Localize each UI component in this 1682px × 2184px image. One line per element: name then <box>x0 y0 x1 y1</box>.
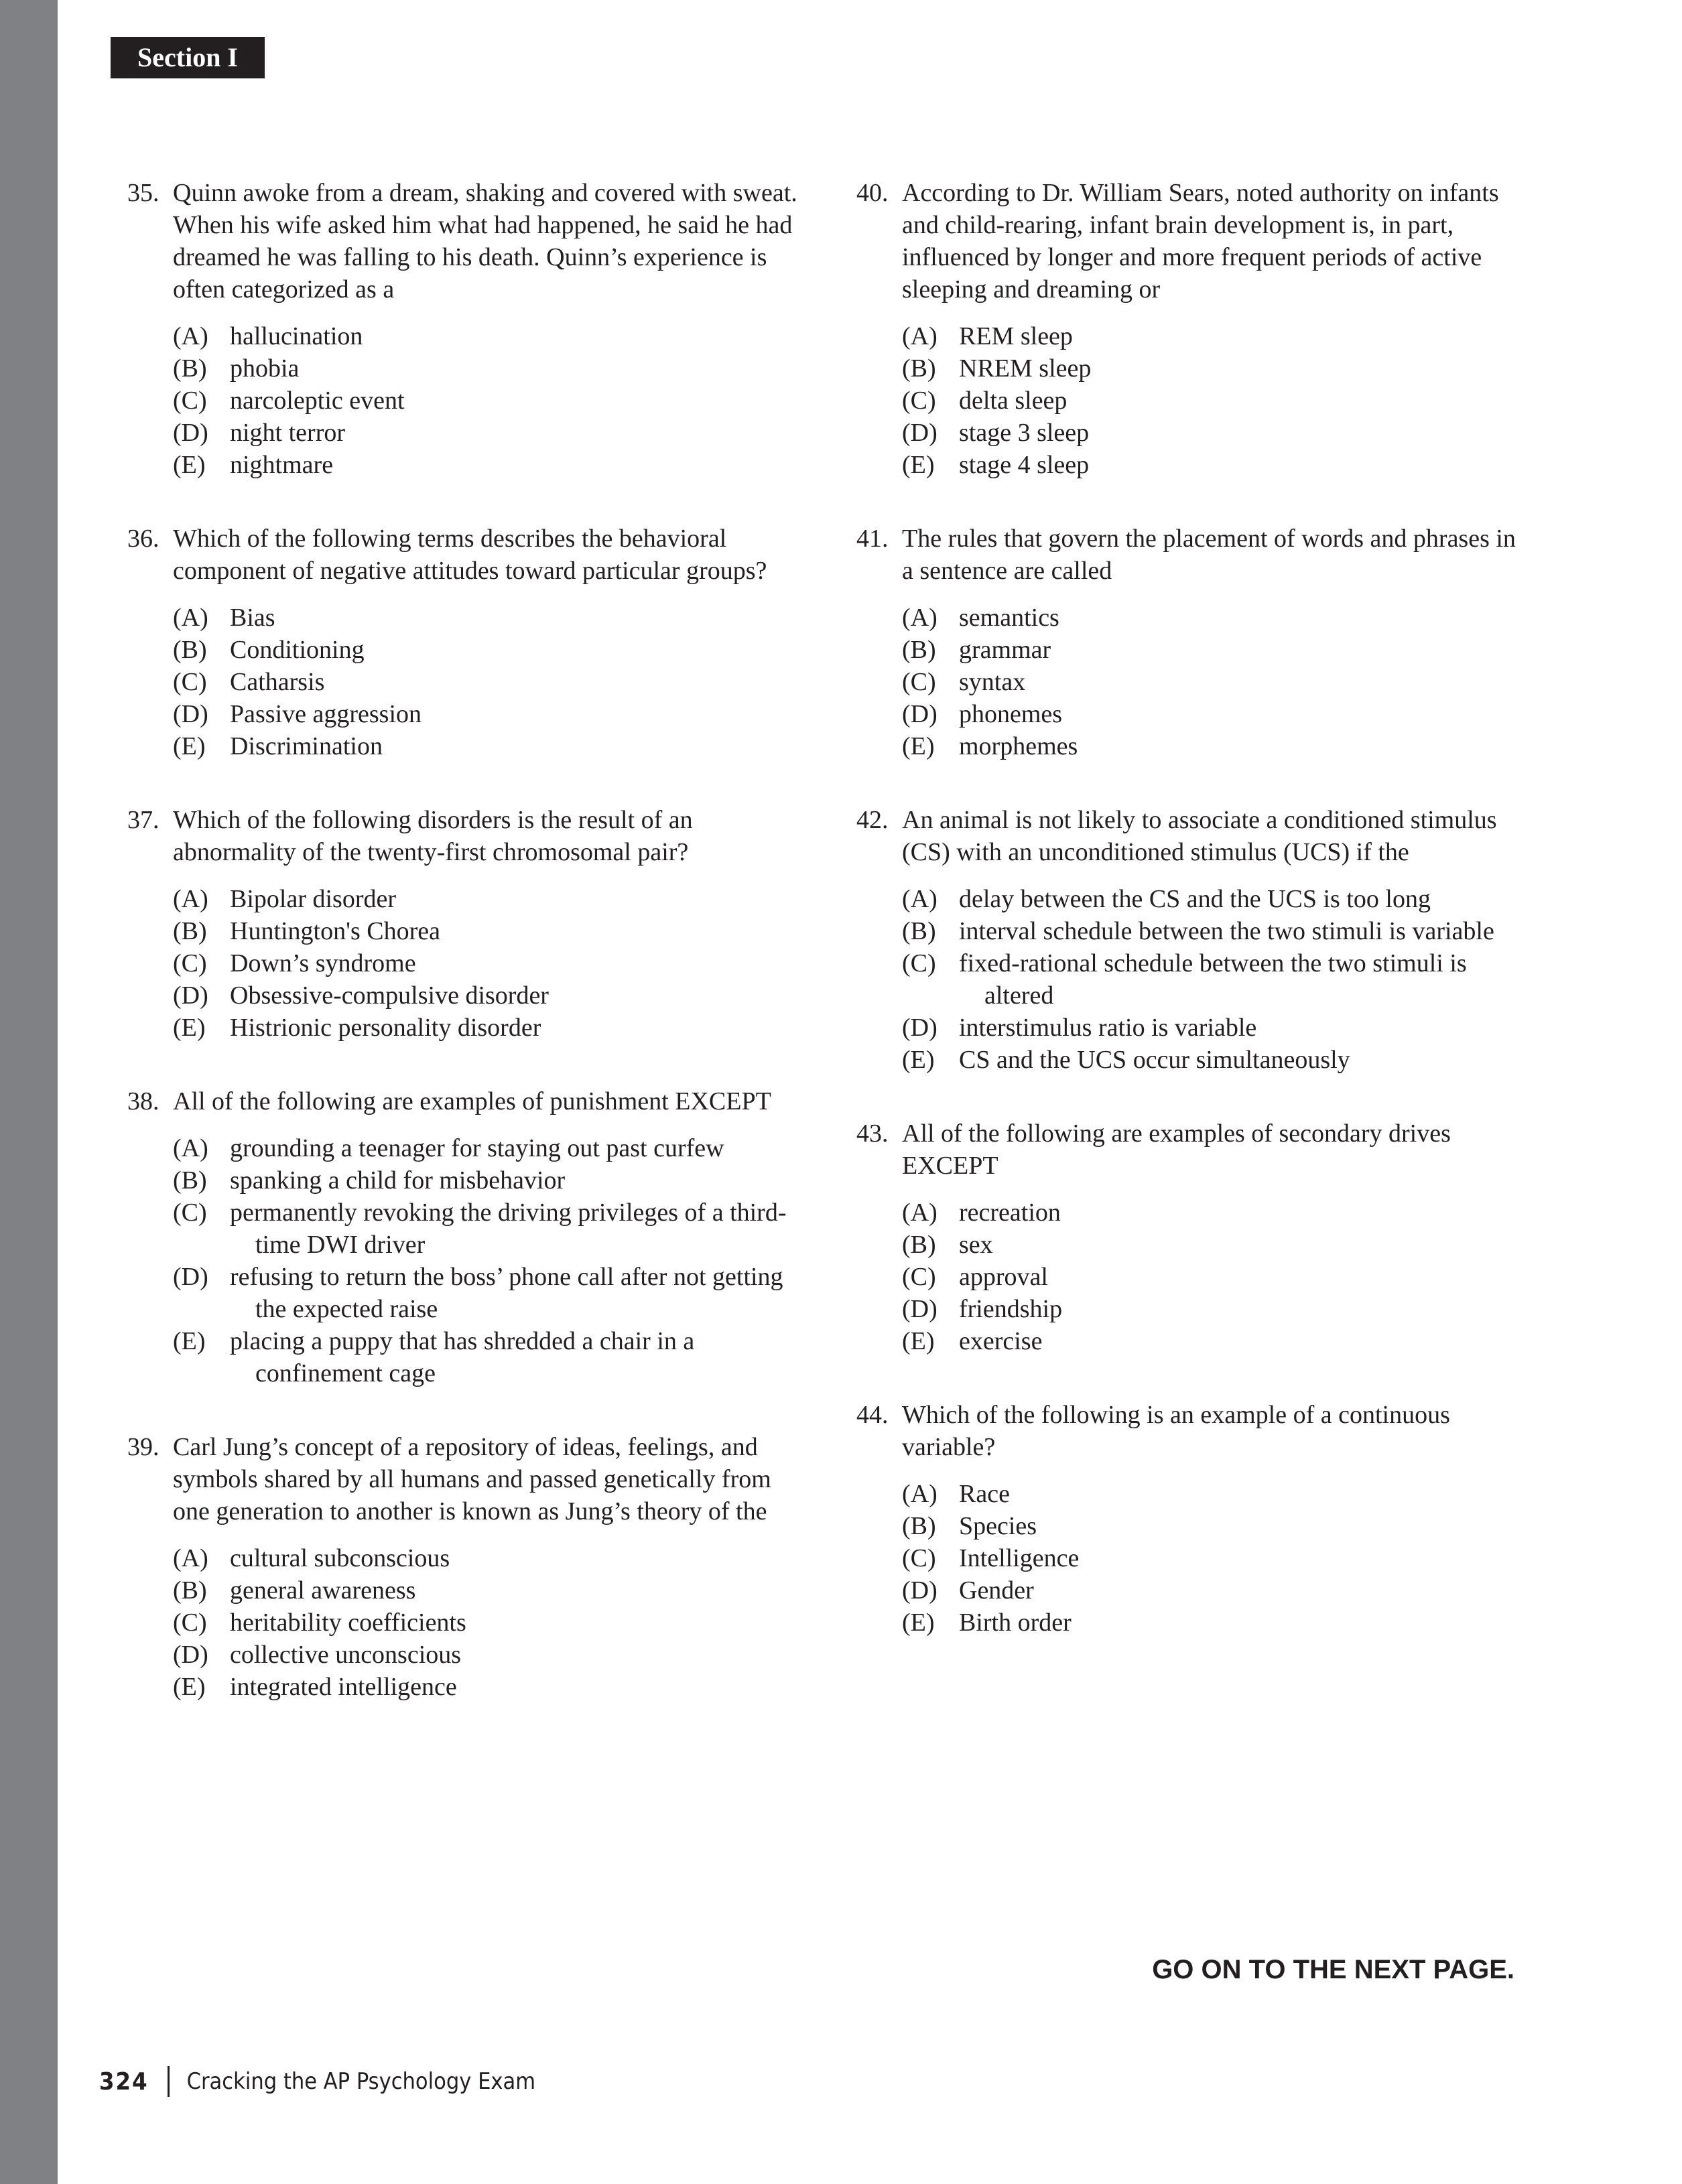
answer-choices <box>902 602 1533 762</box>
choice-letter: (B) <box>902 917 936 945</box>
answer-choice <box>173 1012 804 1044</box>
answer-choice <box>173 1542 804 1574</box>
question-number: 39. <box>127 1433 159 1461</box>
choice-text: Passive aggression <box>230 700 422 728</box>
question-block <box>127 1431 804 1703</box>
answer-choice <box>173 634 804 666</box>
choice-text: delay between the CS and the UCS is too long <box>959 885 1431 913</box>
question-number: 44. <box>856 1401 889 1429</box>
choice-letter: (E) <box>173 1327 206 1355</box>
choice-letter: (C) <box>902 387 936 415</box>
answer-choice <box>902 1607 1533 1639</box>
choice-letter: (A) <box>902 1199 937 1227</box>
question-text: Which of the following is an example of a continuous variable? <box>902 1401 1450 1461</box>
choice-text: exercise <box>959 1327 1043 1355</box>
choice-text: syntax <box>959 668 1026 696</box>
question-stem <box>856 177 1533 305</box>
choice-text: integrated intelligence <box>230 1673 457 1701</box>
choice-letter: (C) <box>173 387 207 415</box>
choice-text: friendship <box>959 1295 1063 1323</box>
choice-text: phonemes <box>959 700 1063 728</box>
answer-choice <box>173 1574 804 1607</box>
go-on-next-page: GO ON TO THE NEXT PAGE. <box>1152 1955 1514 1984</box>
choice-text: heritability coefficients <box>230 1609 466 1637</box>
answer-choice <box>902 352 1533 385</box>
question-number: 42. <box>856 806 889 834</box>
choice-letter: (B) <box>902 1512 936 1540</box>
choice-text: Bipolar disorder <box>230 885 397 913</box>
choice-text: fixed-rational schedule between the two stimuli is altered <box>959 949 1467 1010</box>
answer-choice <box>173 385 804 417</box>
answer-choices <box>902 1478 1533 1639</box>
answer-choice <box>902 1510 1533 1542</box>
answer-choice <box>902 1229 1533 1261</box>
answer-choice <box>902 634 1533 666</box>
choice-text: morphemes <box>959 732 1078 760</box>
choice-text: Down’s syndrome <box>230 949 416 977</box>
question-text: The rules that govern the placement of words and phrases in a sentence are called <box>902 525 1516 585</box>
choice-text: NREM sleep <box>959 354 1092 383</box>
question-text: According to Dr. William Sears, noted authority on infants and child-rearing, infant brain development is, in part, influenced by longer and more frequent periods of active sleeping and dreaming or <box>902 179 1499 303</box>
choice-letter: (A) <box>902 1480 937 1508</box>
answer-choice <box>173 1132 804 1164</box>
choice-letter: (C) <box>902 1544 936 1572</box>
choice-letter: (D) <box>902 1014 937 1042</box>
question-block <box>127 1085 804 1389</box>
choice-letter: (A) <box>902 604 937 632</box>
answer-choice <box>173 979 804 1012</box>
answer-choice <box>173 1671 804 1703</box>
question-block <box>856 804 1533 1076</box>
choice-letter: (B) <box>173 917 207 945</box>
choice-text: night terror <box>230 419 346 447</box>
choice-letter: (B) <box>173 636 207 664</box>
choice-letter: (A) <box>173 1134 208 1162</box>
answer-choices <box>173 1132 804 1389</box>
question-number: 36. <box>127 525 159 553</box>
choice-letter: (D) <box>902 1576 937 1605</box>
question-text: All of the following are examples of secondary drives EXCEPT <box>902 1119 1451 1180</box>
choice-text: REM sleep <box>959 322 1073 350</box>
choice-letter: (E) <box>173 451 206 479</box>
question-text: An animal is not likely to associate a conditioned stimulus (CS) with an unconditioned stimulus (UCS) if the <box>902 806 1497 866</box>
answer-choice <box>902 730 1533 762</box>
choice-letter: (D) <box>173 1263 208 1291</box>
choice-letter: (D) <box>902 419 937 447</box>
choice-letter: (B) <box>902 1231 936 1259</box>
question-block <box>127 523 804 762</box>
choice-text: permanently revoking the driving privileges of a third-time DWI driver <box>230 1199 787 1259</box>
choice-text: Catharsis <box>230 668 325 696</box>
book-title: Cracking the AP Psychology Exam <box>186 2068 536 2095</box>
choice-text: Discrimination <box>230 732 383 760</box>
answer-choices <box>173 320 804 481</box>
choice-letter: (C) <box>173 1199 207 1227</box>
choice-text: nightmare <box>230 451 334 479</box>
choice-letter: (C) <box>173 668 207 696</box>
question-text: Which of the following terms describes the behavioral component of negative attitudes toward particular groups? <box>173 525 767 585</box>
answer-choice <box>173 883 804 915</box>
answer-choice <box>902 883 1533 915</box>
choice-letter: (A) <box>902 885 937 913</box>
answer-choice <box>902 1044 1533 1076</box>
choice-text: narcoleptic event <box>230 387 405 415</box>
choice-letter: (E) <box>902 1327 935 1355</box>
choice-text: grammar <box>959 636 1051 664</box>
choice-text: general awareness <box>230 1576 416 1605</box>
choice-letter: (D) <box>173 419 208 447</box>
question-number: 40. <box>856 179 889 207</box>
choice-letter: (E) <box>173 732 206 760</box>
choice-text: Birth order <box>959 1609 1072 1637</box>
choice-text: Huntington's Chorea <box>230 917 440 945</box>
question-stem <box>127 1431 804 1527</box>
question-stem <box>856 804 1533 868</box>
choice-letter: (D) <box>173 700 208 728</box>
footer <box>99 2065 535 2098</box>
choice-letter: (E) <box>173 1014 206 1042</box>
question-block <box>856 1399 1533 1639</box>
answer-choice <box>902 1261 1533 1293</box>
answer-choice <box>173 320 804 352</box>
answer-choice <box>902 666 1533 698</box>
choice-letter: (E) <box>902 1609 935 1637</box>
choice-text: cultural subconscious <box>230 1544 450 1572</box>
choice-text: Bias <box>230 604 275 632</box>
choice-text: delta sleep <box>959 387 1068 415</box>
answer-choice <box>902 449 1533 481</box>
question-number: 38. <box>127 1087 159 1115</box>
choice-letter: (C) <box>902 1263 936 1291</box>
answer-choices <box>902 883 1533 1076</box>
answer-choice <box>173 1325 804 1389</box>
section-label: Section I <box>111 37 265 78</box>
choice-letter: (E) <box>173 1673 206 1701</box>
answer-choice <box>173 352 804 385</box>
choice-text: CS and the UCS occur simultaneously <box>959 1046 1350 1074</box>
answer-choice <box>173 1639 804 1671</box>
answer-choice <box>173 1197 804 1261</box>
question-block <box>127 177 804 481</box>
question-text: Carl Jung’s concept of a repository of ideas, feelings, and symbols shared by all humans and passed genetically from one generation to another is known as Jung’s theory of the <box>173 1433 771 1525</box>
choice-letter: (A) <box>173 885 208 913</box>
question-stem <box>856 523 1533 587</box>
answer-choice <box>173 449 804 481</box>
choice-text: approval <box>959 1263 1048 1291</box>
answer-choice <box>173 915 804 947</box>
question-stem <box>127 523 804 587</box>
question-text: All of the following are examples of punishment EXCEPT <box>173 1087 771 1115</box>
answer-choice <box>902 320 1533 352</box>
question-stem <box>127 1085 804 1117</box>
answer-choice <box>902 915 1533 947</box>
choice-letter: (B) <box>173 1166 207 1195</box>
question-block <box>856 523 1533 762</box>
answer-choice <box>173 602 804 634</box>
answer-choice <box>902 947 1533 1012</box>
answer-choice <box>902 1574 1533 1607</box>
choice-letter: (C) <box>173 1609 207 1637</box>
answer-choices <box>173 1542 804 1703</box>
answer-choice <box>173 730 804 762</box>
choice-letter: (D) <box>902 1295 937 1323</box>
answer-choice <box>902 1293 1533 1325</box>
choice-letter: (D) <box>173 981 208 1010</box>
answer-choice <box>902 698 1533 730</box>
answer-choice <box>902 1325 1533 1357</box>
choice-text: semantics <box>959 604 1059 632</box>
choice-text: sex <box>959 1231 993 1259</box>
answer-choice <box>173 1607 804 1639</box>
question-stem <box>856 1117 1533 1182</box>
choice-letter: (C) <box>902 668 936 696</box>
choice-text: hallucination <box>230 322 363 350</box>
choice-letter: (B) <box>902 354 936 383</box>
answer-choice <box>173 666 804 698</box>
choice-text: interval schedule between the two stimuli is variable <box>959 917 1494 945</box>
answer-choice <box>902 1542 1533 1574</box>
answer-choices <box>173 883 804 1044</box>
choice-letter: (B) <box>173 1576 207 1605</box>
choice-text: spanking a child for misbehavior <box>230 1166 566 1195</box>
choice-text: Histrionic personality disorder <box>230 1014 541 1042</box>
choice-letter: (B) <box>173 354 207 383</box>
answer-choice <box>173 947 804 979</box>
answer-choice <box>173 698 804 730</box>
choice-text: Conditioning <box>230 636 365 664</box>
answer-choice <box>902 385 1533 417</box>
question-stem <box>127 177 804 305</box>
choice-text: interstimulus ratio is variable <box>959 1014 1257 1042</box>
choice-text: recreation <box>959 1199 1061 1227</box>
choice-letter: (A) <box>173 322 208 350</box>
question-block <box>856 177 1533 481</box>
choice-letter: (A) <box>173 604 208 632</box>
choice-letter: (D) <box>173 1641 208 1669</box>
answer-choice <box>902 1197 1533 1229</box>
choice-letter: (C) <box>902 949 936 977</box>
answer-choices <box>173 602 804 762</box>
choice-text: stage 3 sleep <box>959 419 1090 447</box>
choice-text: Obsessive-compulsive disorder <box>230 981 549 1010</box>
choice-text: refusing to return the boss’ phone call after not getting the expected raise <box>230 1263 783 1323</box>
question-text: Which of the following disorders is the result of an abnormality of the twenty-first chromosomal pair? <box>173 806 693 866</box>
answer-choices <box>902 320 1533 481</box>
question-block <box>127 804 804 1044</box>
answer-choice <box>902 602 1533 634</box>
question-block <box>856 1117 1533 1357</box>
question-stem <box>856 1399 1533 1463</box>
choice-letter: (D) <box>902 700 937 728</box>
question-column-right <box>856 177 1533 1680</box>
choice-text: grounding a teenager for staying out past curfew <box>230 1134 724 1162</box>
answer-choice <box>173 1164 804 1197</box>
choice-letter: (E) <box>902 1046 935 1074</box>
side-bar <box>0 0 58 2184</box>
answer-choice <box>173 417 804 449</box>
page-number: 324 <box>99 2067 149 2096</box>
choice-text: Race <box>959 1480 1010 1508</box>
choice-text: stage 4 sleep <box>959 451 1090 479</box>
choice-text: phobia <box>230 354 300 383</box>
question-stem <box>127 804 804 868</box>
choice-text: placing a puppy that has shredded a chair in a confinement cage <box>230 1327 695 1387</box>
answer-choices <box>902 1197 1533 1357</box>
choice-letter: (A) <box>902 322 937 350</box>
answer-choice <box>902 417 1533 449</box>
question-column-left <box>127 177 804 1745</box>
answer-choice <box>902 1478 1533 1510</box>
choice-text: Species <box>959 1512 1037 1540</box>
question-number: 37. <box>127 806 159 834</box>
choice-letter: (E) <box>902 451 935 479</box>
question-number: 43. <box>856 1119 889 1148</box>
question-number: 41. <box>856 525 889 553</box>
choice-letter: (A) <box>173 1544 208 1572</box>
choice-text: Gender <box>959 1576 1034 1605</box>
choice-text: collective unconscious <box>230 1641 462 1669</box>
answer-choice <box>173 1261 804 1325</box>
choice-text: Intelligence <box>959 1544 1080 1572</box>
choice-letter: (E) <box>902 732 935 760</box>
question-number: 35. <box>127 179 159 207</box>
question-text: Quinn awoke from a dream, shaking and covered with sweat. When his wife asked him what had happened, he said he had dreamed he was falling to his death. Quinn’s experience is often categorized as a <box>173 179 797 303</box>
choice-letter: (B) <box>902 636 936 664</box>
footer-divider <box>168 2066 170 2097</box>
choice-letter: (C) <box>173 949 207 977</box>
answer-choice <box>902 1012 1533 1044</box>
